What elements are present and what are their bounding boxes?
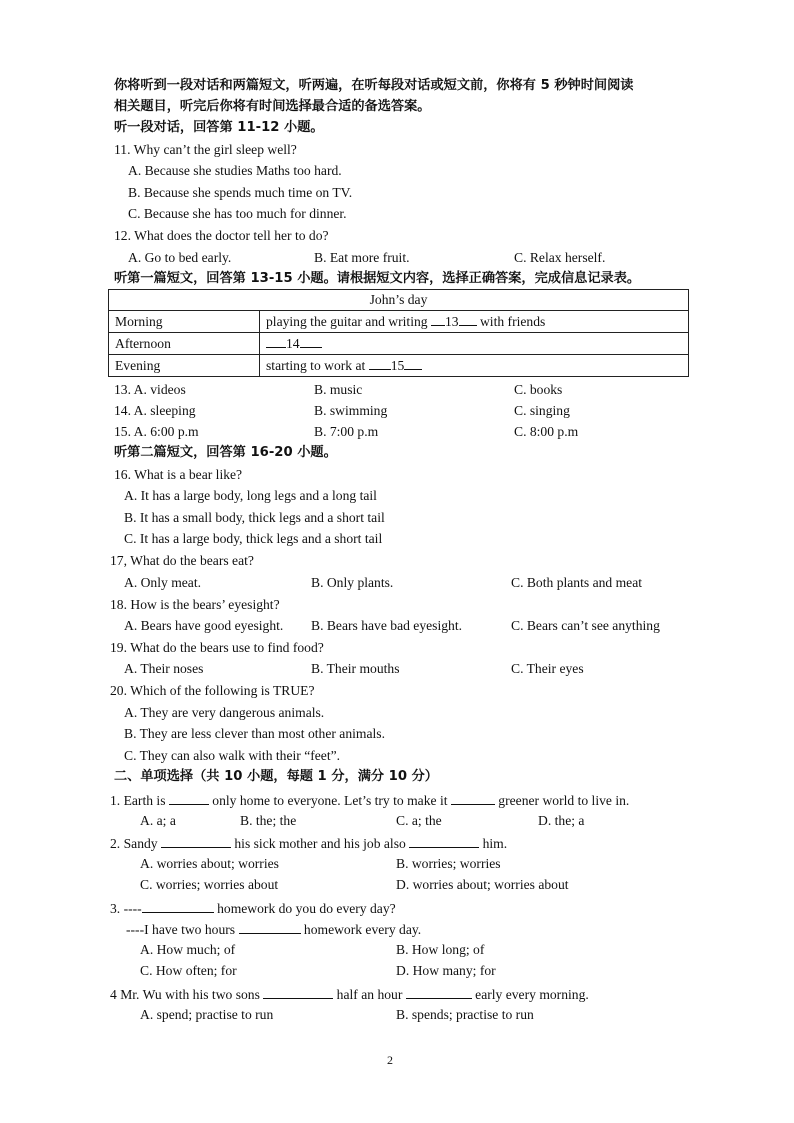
question-14-option-c: C. singing	[514, 403, 570, 418]
mc-4-option-b: B. spends; practise to run	[396, 1007, 534, 1022]
mc-4-stem: 4 Mr. Wu with his two sons half an hour early every morning.	[110, 984, 589, 1004]
question-17-option-a: A. Only meat.	[124, 575, 202, 590]
question-19-option-b: B. Their mouths	[311, 661, 400, 676]
mc-1-option-a: A. a; a	[140, 813, 176, 828]
question-15-option-a: 15. A. 6:00 p.m	[114, 424, 199, 439]
question-19-option-a: A. Their noses	[124, 661, 204, 676]
mc-3-option-a: A. How much; of	[140, 942, 236, 957]
question-13-option-a: 13. A. videos	[114, 382, 186, 397]
question-17-stem: 17, What do the bears eat?	[110, 553, 254, 568]
question-16-option-c: C. It has a large body, thick legs and a short tail	[124, 531, 383, 546]
mc-3-blank-1[interactable]	[142, 898, 214, 913]
blank-14[interactable]: 14	[286, 336, 300, 351]
mc-1-blank-1[interactable]	[169, 790, 209, 805]
mc-2-option-b: B. worries; worries	[396, 856, 501, 871]
question-20-option-b: B. They are less clever than most other animals.	[124, 726, 385, 741]
mc-2-blank-1[interactable]	[161, 833, 231, 848]
question-19-stem: 19. What do the bears use to find food?	[110, 640, 324, 655]
question-18-option-c: C. Bears can’t see anything	[511, 618, 660, 633]
question-12-option-b: B. Eat more fruit.	[314, 250, 410, 265]
question-20-option-c: C. They can also walk with their “feet”.	[124, 748, 341, 763]
mc-4-option-a: A. spend; practise to run	[140, 1007, 274, 1022]
mc-2-blank-2[interactable]	[409, 833, 479, 848]
question-14-option-b: B. swimming	[314, 403, 388, 418]
mc-1-option-c: C. a; the	[396, 813, 442, 828]
question-11-stem: 11. Why can’t the girl sleep well?	[114, 142, 297, 157]
mc-3-option-c: C. How often; for	[140, 963, 237, 978]
page-number: 2	[387, 1053, 393, 1067]
mc-1-option-d: D. the; a	[538, 813, 585, 828]
question-17-option-c: C. Both plants and meat	[511, 575, 643, 590]
question-18-option-b: B. Bears have bad eyesight.	[311, 618, 462, 633]
row-label: Morning	[109, 311, 260, 333]
question-14-option-a: 14. A. sleeping	[114, 403, 196, 418]
mc-2-stem: 2. Sandy his sick mother and his job also him.	[110, 833, 507, 853]
row-content	[260, 333, 689, 355]
question-13-option-c: C. books	[514, 382, 563, 397]
table-row	[109, 333, 689, 355]
mc-3-blank-2[interactable]	[239, 919, 301, 934]
row-label: Evening	[109, 355, 260, 377]
question-15-option-c: C. 8:00 p.m	[514, 424, 579, 439]
mc-1-stem: 1. Earth is only home to everyone. Let’s try to make it greener world to live in.	[110, 790, 629, 810]
question-20-option-a: A. They are very dangerous animals.	[124, 705, 325, 720]
mc-2-option-d: D. worries about; worries about	[396, 877, 569, 892]
question-20-stem: 20. Which of the following is TRUE?	[110, 683, 315, 698]
mc-2-option-c: C. worries; worries about	[140, 877, 279, 892]
question-11-option-a: A. Because she studies Maths too hard.	[128, 163, 342, 178]
blank-13[interactable]: 13	[444, 314, 459, 329]
mc-1-blank-2[interactable]	[451, 790, 495, 805]
mc-3-option-b: B. How long; of	[396, 942, 485, 957]
question-12-option-c: C. Relax herself.	[514, 250, 606, 265]
question-15-option-b: B. 7:00 p.m	[314, 424, 379, 439]
section-passage2-heading: 听第二篇短文，回答第 16-20 小题。	[114, 445, 337, 460]
question-11-option-b: B. Because she spends much time on TV.	[128, 185, 353, 200]
mc-3-stem: 3. ---- homework do you do every day?	[110, 898, 396, 918]
instructions-line-1: 你将听到一段对话和两篇短文，听两遍，在听每段对话或短文前，你将有 5 秒钟时间阅读	[114, 78, 634, 93]
mc-3-option-d: D. How many; for	[396, 963, 496, 978]
row-content: starting to work at 15	[260, 355, 689, 377]
mc-2-option-a: A. worries about; worries	[140, 856, 279, 871]
question-13-option-b: B. music	[314, 382, 363, 397]
question-12-option-a: A. Go to bed early.	[128, 250, 232, 265]
section-dialog-heading: 听一段对话，回答第 11-12 小题。	[114, 120, 324, 135]
mc-1-option-b: B. the; the	[240, 813, 297, 828]
row-content: playing the guitar and writing 13 with friends	[260, 311, 689, 333]
question-18-stem: 18. How is the bears’ eyesight?	[110, 597, 280, 612]
question-19-option-c: C. Their eyes	[511, 661, 584, 676]
row-label: Afternoon	[109, 333, 260, 355]
info-record-table	[108, 289, 689, 377]
section-passage1-heading: 听第一篇短文，回答第 13-15 小题。请根据短文内容，选择正确答案，完成信息记录表。	[114, 271, 641, 286]
question-12-stem: 12. What does the doctor tell her to do?	[114, 228, 329, 243]
table-row	[109, 355, 689, 377]
mc-4-blank-2[interactable]	[406, 984, 472, 999]
mc-3-response: ----I have two hours homework every day.	[126, 919, 421, 939]
mc-4-blank-1[interactable]	[263, 984, 333, 999]
question-11-option-c: C. Because she has too much for dinner.	[128, 206, 347, 221]
table-title: John’s day	[109, 290, 689, 311]
question-16-option-b: B. It has a small body, thick legs and a short tail	[124, 510, 385, 525]
part2-heading: 二、单项选择（共 10 小题，每题 1 分，满分 10 分）	[114, 769, 438, 784]
question-18-option-a: A. Bears have good eyesight.	[124, 618, 284, 633]
instructions-line-2: 相关题目，听完后你将有时间选择最合适的备选答案。	[114, 99, 431, 114]
question-16-stem: 16. What is a bear like?	[114, 467, 243, 482]
question-17-option-b: B. Only plants.	[311, 575, 394, 590]
table-row	[109, 311, 689, 333]
question-16-option-a: A. It has a large body, long legs and a long tail	[124, 488, 377, 503]
blank-15[interactable]: 15	[390, 358, 405, 373]
